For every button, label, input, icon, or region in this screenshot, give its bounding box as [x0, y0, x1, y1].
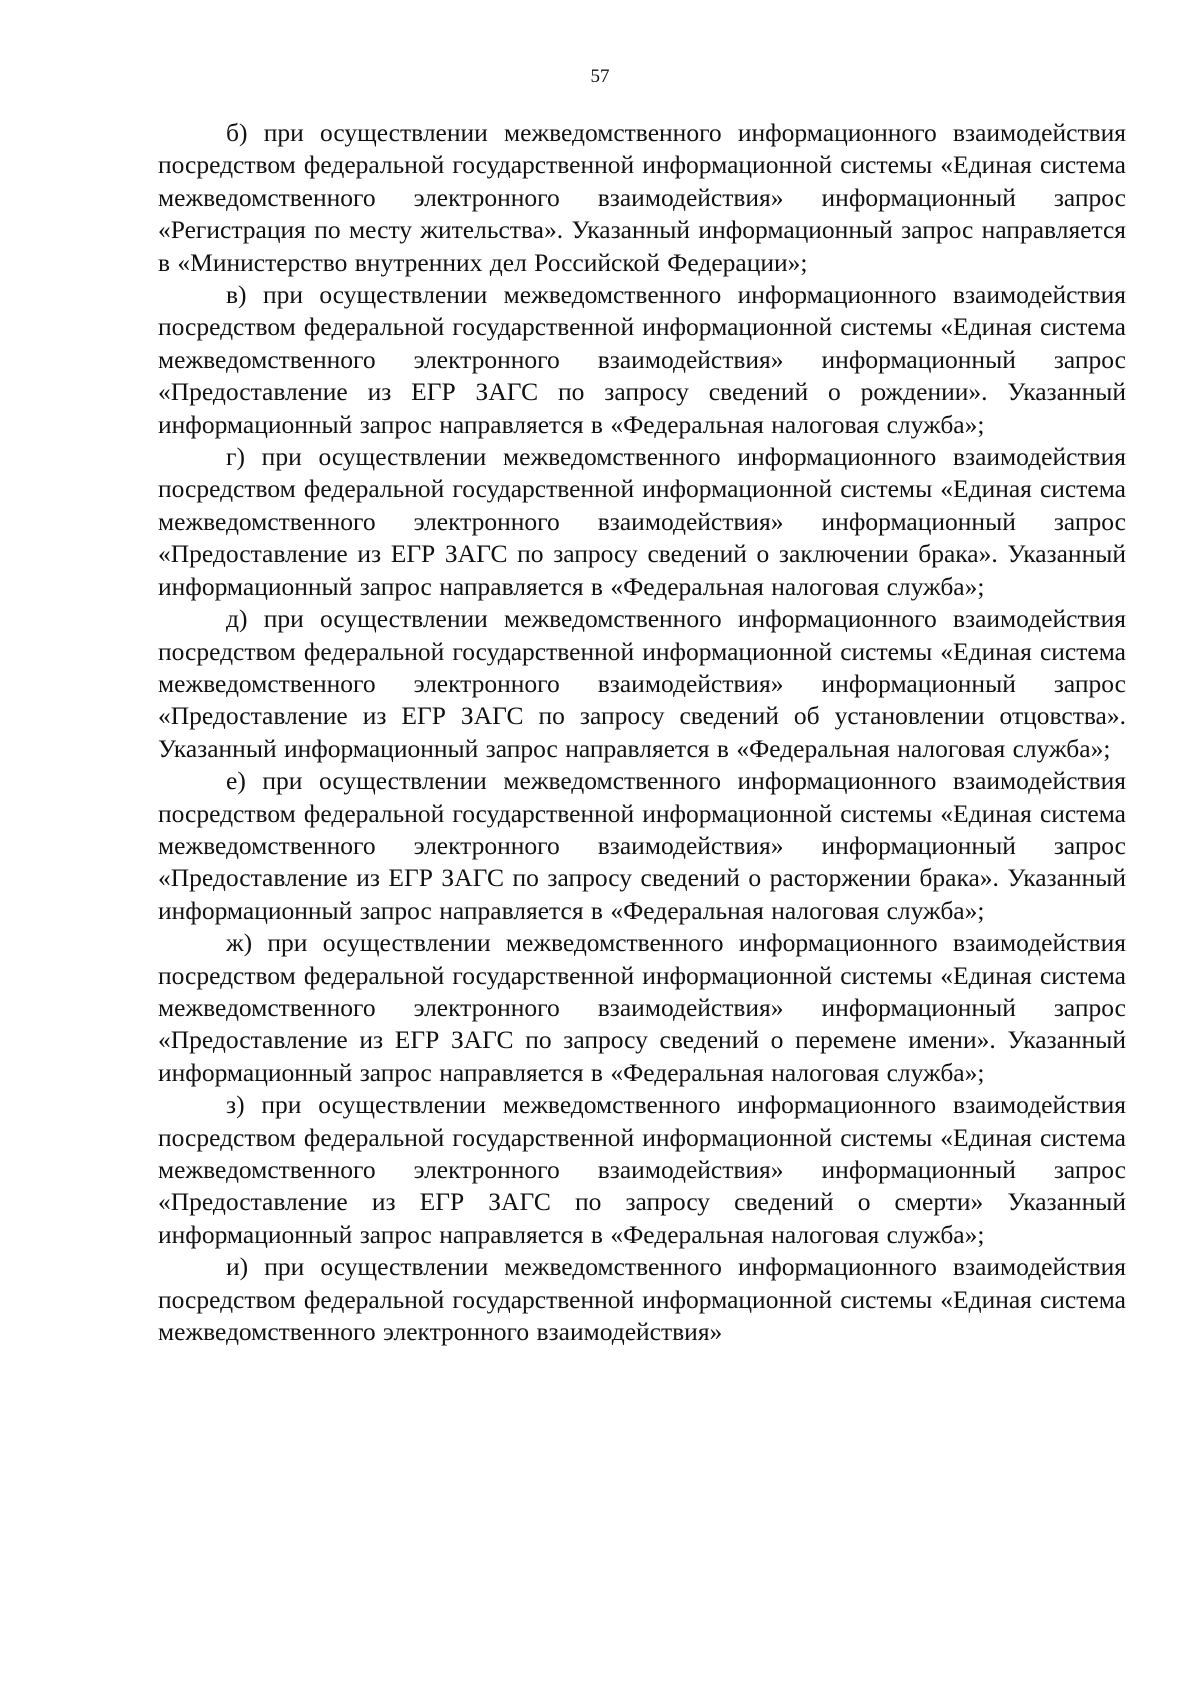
paragraph-v: в) при осуществлении межведомственного информационного взаимодействия посредством федеральной государственной информационной системы «Единая система межведомственного электронного взаимодействия» информационный запрос «Предоставление из ЕГР ЗАГС по запросу сведений о рождении». Указанный информационный запрос направляется в «Федеральная налоговая служба»;	[158, 280, 1126, 439]
paragraph-i: и) при осуществлении межведомственного информационного взаимодействия посредством федеральной государственной информационной системы «Единая система межведомственного электронного взаимодействия»	[158, 1252, 1126, 1347]
paragraph-d: д) при осуществлении межведомственного информационного взаимодействия посредством федеральной государственной информационной системы «Единая система межведомственного электронного взаимодействия» информационный запрос «Предоставление из ЕГР ЗАГС по запросу сведений об установлении отцовства». Указанный информационный запрос направляется в «Федеральная налоговая служба»;	[158, 604, 1126, 763]
paragraph-e: е) при осуществлении межведомственного информационного взаимодействия посредством федеральной государственной информационной системы «Единая система межведомственного электронного взаимодействия» информационный запрос «Предоставление из ЕГР ЗАГС по запросу сведений о расторжении брака». Указанный информационный запрос направляется в «Федеральная налоговая служба»;	[158, 766, 1126, 925]
paragraph-g: г) при осуществлении межведомственного информационного взаимодействия посредством федеральной государственной информационной системы «Единая система межведомственного электронного взаимодействия» информационный запрос «Предоставление из ЕГР ЗАГС по запросу сведений о заключении брака». Указанный информационный запрос направляется в «Федеральная налоговая служба»;	[158, 442, 1126, 601]
paragraph-b: б) при осуществлении межведомственного информационного взаимодействия посредством федеральной государственной информационной системы «Единая система межведомственного электронного взаимодействия» информационный запрос «Регистрация по месту жительства». Указанный информационный запрос направляется в «Министерство внутренних дел Российской Федерации»;	[158, 118, 1126, 277]
document-body	[158, 117, 1126, 1348]
page-number: 57	[590, 66, 610, 87]
paragraph-zh: ж) при осуществлении межведомственного информационного взаимодействия посредством федеральной государственной информационной системы «Единая система межведомственного электронного взаимодействия» информационный запрос «Предоставление из ЕГР ЗАГС по запросу сведений о перемене имени». Указанный информационный запрос направляется в «Федеральная налоговая служба»;	[158, 928, 1126, 1087]
paragraph-z: з) при осуществлении межведомственного информационного взаимодействия посредством федеральной государственной информационной системы «Единая система межведомственного электронного взаимодействия» информационный запрос «Предоставление из ЕГР ЗАГС по запросу сведений о смерти» Указанный информационный запрос направляется в «Федеральная налоговая служба»;	[158, 1090, 1126, 1249]
